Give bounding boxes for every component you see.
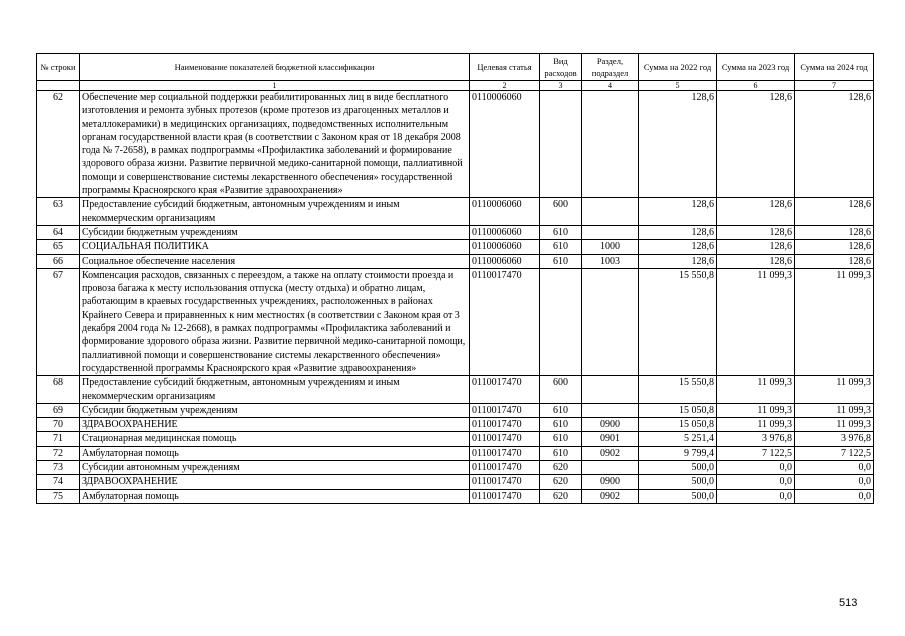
- sum-2023: 11 099,3: [717, 418, 795, 432]
- table-row: [37, 376, 874, 404]
- sum-2023: 128,6: [717, 225, 795, 239]
- header-row-number: № строки: [37, 54, 80, 81]
- section-code: 1000: [582, 240, 639, 254]
- expense-type: 620: [540, 489, 582, 503]
- sum-2023: 128,6: [717, 254, 795, 268]
- section-code: 0902: [582, 446, 639, 460]
- indicator-name: Предоставление субсидий бюджетным, автономным учреждениям и иным некоммерческим организациям: [80, 376, 470, 404]
- table-row: [37, 418, 874, 432]
- target-article: 0110017470: [470, 475, 540, 489]
- column-number: 4: [582, 81, 639, 91]
- expense-type: 600: [540, 198, 582, 226]
- header-sum-2024: Сумма на 2024 год: [795, 54, 874, 81]
- indicator-name: Компенсация расходов, связанных с переездом, а также на оплату стоимости проезда и провоза багажа к месту использования отпуска (месту отдыха) и обратно лицам, работающим в краевых государственных учреждениях, расположенных в районах Крайнего Севера и приравненных к ним местностях (в соответствии с Законом края от 3 декабря 2004 года № 12-2668), в рамках подпрограммы «Профилактика заболеваний и формирование здорового образа жизни. Развитие первичной медико-санитарной помощи, паллиативной помощи и совершенствование системы лекарственного обеспечения» государственной программы Красноярского края «Развитие здравоохранения»: [80, 268, 470, 375]
- target-article: 0110017470: [470, 446, 540, 460]
- header-sum-2023: Сумма на 2023 год: [717, 54, 795, 81]
- page-number: 513: [839, 597, 858, 609]
- sum-2024: 128,6: [795, 254, 874, 268]
- section-code: 0901: [582, 432, 639, 446]
- indicator-name: Амбулаторная помощь: [80, 446, 470, 460]
- expense-type: 620: [540, 461, 582, 475]
- expense-type: 600: [540, 376, 582, 404]
- sum-2023: 128,6: [717, 240, 795, 254]
- table-row: [37, 475, 874, 489]
- sum-2023: 128,6: [717, 198, 795, 226]
- target-article: 0110017470: [470, 489, 540, 503]
- row-number: 71: [37, 432, 80, 446]
- indicator-name: ЗДРАВООХРАНЕНИЕ: [80, 475, 470, 489]
- sum-2024: 0,0: [795, 461, 874, 475]
- section-code: [582, 268, 639, 375]
- sum-2024: 128,6: [795, 225, 874, 239]
- expense-type: 610: [540, 225, 582, 239]
- target-article: 0110017470: [470, 268, 540, 375]
- indicator-name: СОЦИАЛЬНАЯ ПОЛИТИКА: [80, 240, 470, 254]
- sum-2023: 11 099,3: [717, 268, 795, 375]
- target-article: 0110006060: [470, 91, 540, 198]
- column-number: 7: [795, 81, 874, 91]
- indicator-name: Субсидии бюджетным учреждениям: [80, 225, 470, 239]
- target-article: 0110017470: [470, 403, 540, 417]
- target-article: 0110006060: [470, 240, 540, 254]
- sum-2023: 0,0: [717, 461, 795, 475]
- section-code: 0900: [582, 475, 639, 489]
- sum-2022: 15 550,8: [639, 376, 717, 404]
- expense-type: 620: [540, 475, 582, 489]
- header-expense-type: Вид расходов: [540, 54, 582, 81]
- sum-2024: 0,0: [795, 489, 874, 503]
- sum-2023: 11 099,3: [717, 403, 795, 417]
- section-code: [582, 376, 639, 404]
- header-target-article: Целевая статья: [470, 54, 540, 81]
- sum-2024: 128,6: [795, 91, 874, 198]
- target-article: 0110006060: [470, 198, 540, 226]
- column-numbering-row: [37, 81, 874, 91]
- sum-2022: 15 550,8: [639, 268, 717, 375]
- indicator-name: Субсидии бюджетным учреждениям: [80, 403, 470, 417]
- expense-type: 610: [540, 418, 582, 432]
- row-number: 74: [37, 475, 80, 489]
- sum-2024: 11 099,3: [795, 403, 874, 417]
- table-row: [37, 198, 874, 226]
- table-row: [37, 461, 874, 475]
- target-article: 0110006060: [470, 254, 540, 268]
- expense-type: 610: [540, 403, 582, 417]
- table-row: [37, 489, 874, 503]
- column-number: 1: [80, 81, 470, 91]
- expense-type: [540, 268, 582, 375]
- sum-2022: 9 799,4: [639, 446, 717, 460]
- row-number: 62: [37, 91, 80, 198]
- sum-2022: 5 251,4: [639, 432, 717, 446]
- table-row: [37, 254, 874, 268]
- section-code: 0902: [582, 489, 639, 503]
- row-number: 72: [37, 446, 80, 460]
- expense-type: [540, 91, 582, 198]
- table-row: [37, 446, 874, 460]
- expense-type: 610: [540, 240, 582, 254]
- sum-2024: 11 099,3: [795, 268, 874, 375]
- row-number: 70: [37, 418, 80, 432]
- header-row: [37, 54, 874, 81]
- section-code: 1003: [582, 254, 639, 268]
- sum-2022: 128,6: [639, 198, 717, 226]
- budget-table: [36, 53, 874, 504]
- header-indicator-name: Наименование показателей бюджетной классификации: [80, 54, 470, 81]
- sum-2023: 128,6: [717, 91, 795, 198]
- indicator-name: Социальное обеспечение населения: [80, 254, 470, 268]
- target-article: 0110017470: [470, 432, 540, 446]
- sum-2024: 11 099,3: [795, 376, 874, 404]
- target-article: 0110017470: [470, 418, 540, 432]
- table-row: [37, 403, 874, 417]
- sum-2024: 128,6: [795, 240, 874, 254]
- sum-2024: 0,0: [795, 475, 874, 489]
- table-row: [37, 240, 874, 254]
- sum-2023: 7 122,5: [717, 446, 795, 460]
- sum-2024: 3 976,8: [795, 432, 874, 446]
- row-number: 63: [37, 198, 80, 226]
- indicator-name: Амбулаторная помощь: [80, 489, 470, 503]
- sum-2023: 0,0: [717, 489, 795, 503]
- sum-2022: 500,0: [639, 475, 717, 489]
- sum-2024: 128,6: [795, 198, 874, 226]
- sum-2024: 11 099,3: [795, 418, 874, 432]
- sum-2023: 11 099,3: [717, 376, 795, 404]
- section-code: [582, 225, 639, 239]
- row-number: 73: [37, 461, 80, 475]
- section-code: [582, 403, 639, 417]
- sum-2022: 128,6: [639, 225, 717, 239]
- section-code: 0900: [582, 418, 639, 432]
- column-number: [37, 81, 80, 91]
- row-number: 67: [37, 268, 80, 375]
- row-number: 66: [37, 254, 80, 268]
- target-article: 0110017470: [470, 461, 540, 475]
- sum-2023: 3 976,8: [717, 432, 795, 446]
- column-number: 3: [540, 81, 582, 91]
- expense-type: 610: [540, 432, 582, 446]
- table-row: [37, 268, 874, 375]
- row-number: 65: [37, 240, 80, 254]
- sum-2022: 500,0: [639, 461, 717, 475]
- row-number: 64: [37, 225, 80, 239]
- header-sum-2022: Сумма на 2022 год: [639, 54, 717, 81]
- indicator-name: Стационарная медицинская помощь: [80, 432, 470, 446]
- column-number: 5: [639, 81, 717, 91]
- sum-2022: 15 050,8: [639, 418, 717, 432]
- table-row: [37, 225, 874, 239]
- section-code: [582, 198, 639, 226]
- target-article: 0110006060: [470, 225, 540, 239]
- sum-2022: 500,0: [639, 489, 717, 503]
- indicator-name: Субсидии автономным учреждениям: [80, 461, 470, 475]
- indicator-name: ЗДРАВООХРАНЕНИЕ: [80, 418, 470, 432]
- sum-2022: 128,6: [639, 254, 717, 268]
- header-section: Раздел, подраздел: [582, 54, 639, 81]
- sum-2022: 15 050,8: [639, 403, 717, 417]
- expense-type: 610: [540, 446, 582, 460]
- row-number: 68: [37, 376, 80, 404]
- row-number: 69: [37, 403, 80, 417]
- column-number: 6: [717, 81, 795, 91]
- sum-2022: 128,6: [639, 91, 717, 198]
- row-number: 75: [37, 489, 80, 503]
- section-code: [582, 461, 639, 475]
- indicator-name: Предоставление субсидий бюджетным, автономным учреждениям и иным некоммерческим организациям: [80, 198, 470, 226]
- expense-type: 610: [540, 254, 582, 268]
- sum-2024: 7 122,5: [795, 446, 874, 460]
- indicator-name: Обеспечение мер социальной поддержки реабилитированных лиц в виде бесплатного изготовления и ремонта зубных протезов (кроме протезов из драгоценных металлов и металлокерамики) в медицинских организациях, подведомственных исполнительным органам государственной власти края (в соответствии с Законом края от 18 декабря 2008 года № 7-2658), в рамках подпрограммы «Профилактика заболеваний и формирование здорового образа жизни. Развитие первичной медико-санитарной помощи, паллиативной помощи и совершенствование системы лекарственного обеспечения» государственной программы Красноярского края «Развитие здравоохранения»: [80, 91, 470, 198]
- sum-2023: 0,0: [717, 475, 795, 489]
- table-row: [37, 91, 874, 198]
- table-row: [37, 432, 874, 446]
- target-article: 0110017470: [470, 376, 540, 404]
- column-number: 2: [470, 81, 540, 91]
- sum-2022: 128,6: [639, 240, 717, 254]
- section-code: [582, 91, 639, 198]
